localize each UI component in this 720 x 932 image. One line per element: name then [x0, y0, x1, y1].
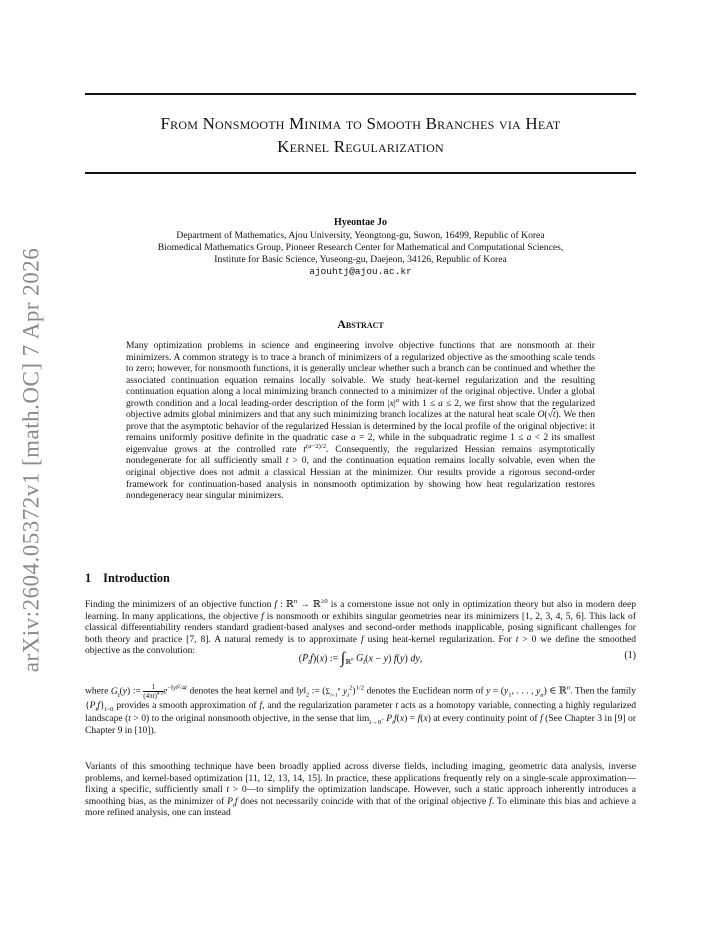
arxiv-identifier: arXiv:2604.05372v1 [math.OC] 7 Apr 2026 — [18, 247, 44, 673]
section-title: Introduction — [103, 571, 170, 585]
equation-body: $(P_tf)(x)$ := $\int_{ℝ^n}$ $G_t(x - y)$ f(y) dy, — [298, 650, 423, 667]
title-rule-top — [85, 93, 636, 95]
arxiv-stamp — [14, 247, 48, 673]
abstract-heading: Abstract — [337, 317, 384, 331]
title-line-1: From Nonsmooth Minima to Smooth Branches via Heat — [160, 114, 561, 133]
equation-number: (1) — [624, 650, 636, 661]
intro-paragraph-1: Finding the minimizers of an objective function f : ℝ$^n$ → ℝ$^{\ge 0}$ is a cornerstone issue not only in optimization theory but also in modern deep learning. In many applications, the objective f is nonsmooth or exhibits singular geometries near its minimizers [1, 2, 3, 4, 5, 6]. This lack of classical differentiability renders standard gradient-based analyses and second-order methods inapplicable, posing significant challenges for both theory and practice [7, 8]. A natural remedy is to approximate f using heat-kernel regularization. For t > 0 we define the smoothed objective as the convolution: — [85, 597, 637, 657]
title-rule-bottom — [85, 172, 636, 174]
affiliation-3: Institute for Basic Science, Yuseong-gu, Daejeon, 34126, Republic of Korea — [214, 254, 507, 265]
paper-title — [85, 112, 636, 158]
section-number: 1 — [85, 571, 92, 585]
author-name: Hyeontae Jo — [333, 217, 388, 228]
section-heading-introduction — [85, 571, 170, 586]
intro-paragraph-2: where $G_t(y)$ := $\frac{1}{(4\pi t)^{n/2}}$ $e^{-‖y‖^2/4t}$ denotes the heat kernel and $‖y‖_2$ := ($\Sigma_{i=1}^n$ $y_i^2)^{1/2}$ denotes the Euclidean norm of $y = (y_1$, . . . , $y_n$) ∈ ℝ$^n$. Then the family $\{P_tf\}_{t>0}$ provides a smooth approximation of f, and the regularization parameter t acts as a homotopy variable, connecting a highly regularized landscape (t > 0) to the original nonsmooth objective, in the sense that $\lim_{t\to 0^+} P_tf(x) = f(x)$ at every continuity point of f (See Chapter 3 in [9] or Chapter 9 in [10]). — [85, 683, 636, 737]
intro-paragraph-3: Variants of this smoothing technique have been broadly applied across diverse fields, including imaging, geometric data analysis, inverse problems, and kernel-based optimization [11, 12, 13, 14, 15]. In practice, these applications frequently rely on a single-scale approximation—fixing a specific, sufficiently small t > 0—to simplify the optimization landscape. However, such a static approach inherently introduces a smoothing bias, as the minimizer of $P_tf$ does not necessarily coincide with that of the original objective f. To eliminate this bias and achieve a more refined analysis, one can instead — [85, 761, 636, 819]
author-block — [85, 217, 636, 278]
title-line-2: Kernel Regularization — [277, 137, 444, 156]
abstract-text: Many optimization problems in science and engineering involve objective functions that are nonsmooth at their minimizers. A common strategy is to trace a branch of minimizers of a regularized objective as the smoothing scale tends to zero; however, for nonsmooth functions, it is generally unclear whether such a branch can be continued and whether the associated continuation equation remains locally solvable. We study heat-kernel regularization and the resulting continuation equation along a local minimizing branch connected to a minimizer of the original objective. Under a global growth condition and a local leading-order description of the form $|x|^a$ with 1 ≤ a ≤ 2, we first show that the regularized objective admits global minimizers and that any such minimizing branch localizes at the natural heat scale O(√t). We then prove that the asymptotic behavior of the regularized Hessian is determined by the local profile of the original objective: it remains uniformly positive definite in the quadratic case a = 2, while in the subquadratic regime 1 ≤ a < 2 its smallest eigenvalue grows at the controlled rate $t^{(a-2)/2}$. Consequently, the regularized Hessian remains asymptotically nondegenerate for all sufficiently small t > 0, and the continuation equation remains locally solvable, even when the original objective does not admit a classical Hessian at the minimizer. Our results provide a rigorous second-order framework for continuation-based analysis in nonsmooth optimization by showing how heat regularization restores nondegeneracy near singular minimizers. — [126, 340, 595, 502]
affiliation-1: Department of Mathematics, Ajou University, Yeongtong-gu, Suwon, 16499, Republic of Korea — [176, 230, 545, 241]
equation-1 — [85, 644, 636, 668]
author-email[interactable]: ajouhtj@ajou.ac.kr — [309, 266, 412, 277]
affiliation-2: Biomedical Mathematics Group, Pioneer Research Center for Mathematical and Computational Sciences, — [157, 242, 564, 253]
